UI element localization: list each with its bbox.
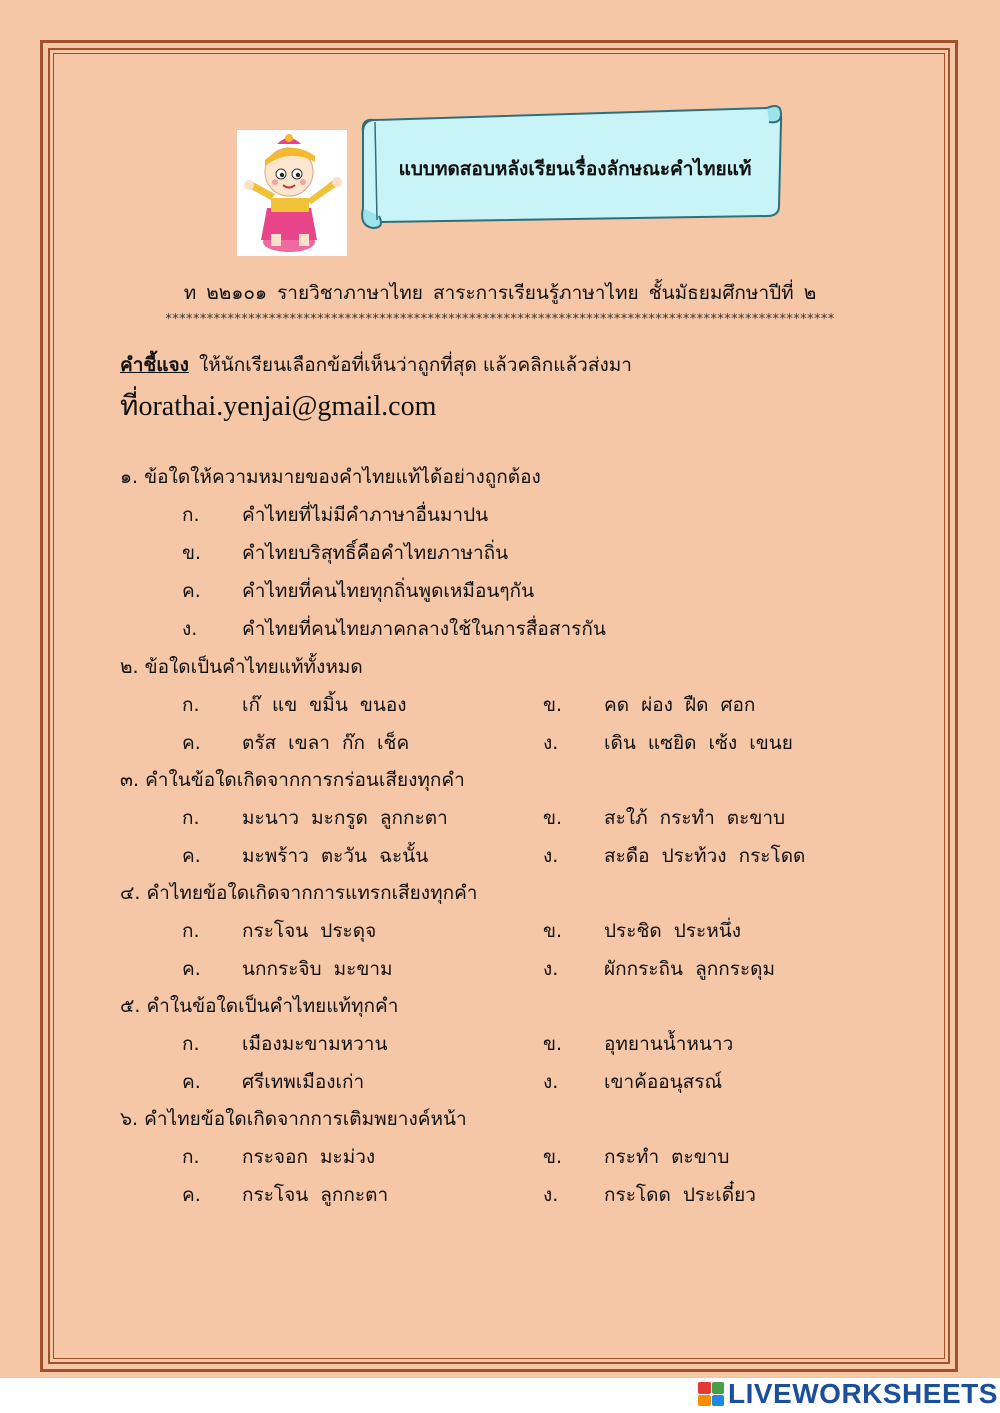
q4-option-a-letter: ก. bbox=[182, 920, 200, 942]
q3-option-b-letter: ข. bbox=[543, 807, 563, 829]
liveworksheets-brand[interactable] bbox=[698, 1378, 998, 1410]
q2-option-c[interactable]: ตรัส เขลา ก๊ก เช็ค bbox=[242, 732, 410, 754]
question-4-text: ๔. คำไทยข้อใดเกิดจากการแทรกเสียงทุกคำ bbox=[120, 882, 478, 904]
q2-option-c-letter: ค. bbox=[182, 732, 201, 754]
divider-stars: ************************************************************************************************* bbox=[165, 312, 835, 327]
q2-option-a-letter: ก. bbox=[182, 694, 200, 716]
q5-option-d-letter: ง. bbox=[543, 1071, 559, 1093]
q6-option-b[interactable]: กระทำ ตะขาบ bbox=[604, 1146, 730, 1168]
brand-name: LIVEWORKSHEETS bbox=[728, 1378, 998, 1409]
q3-option-d[interactable]: สะดือ ประท้วง กระโดด bbox=[604, 845, 806, 867]
q5-option-a[interactable]: เมืองมะขามหวาน bbox=[242, 1033, 388, 1055]
q6-option-c-letter: ค. bbox=[182, 1184, 201, 1206]
q4-option-c[interactable]: นกกระจิบ มะขาม bbox=[242, 958, 393, 980]
worksheet-title: แบบทดสอบหลังเรียนเรื่องลักษณะคำไทยแท้ bbox=[398, 158, 752, 180]
thai-child-mascot-image bbox=[237, 130, 347, 256]
question-1-text: ๑. ข้อใดให้ความหมายของคำไทยแท้ได้อย่างถูกต้อง bbox=[120, 466, 541, 488]
q1-option-b-letter: ข. bbox=[182, 542, 202, 564]
q4-option-b-letter: ข. bbox=[543, 920, 563, 942]
q1-option-b[interactable]: คำไทยบริสุทธิ์คือคำไทยภาษาถิ่น bbox=[242, 542, 509, 564]
q2-option-d[interactable]: เดิน แซยิด เซ้ง เขนย bbox=[604, 732, 793, 754]
q5-option-d[interactable]: เขาค้ออนุสรณ์ bbox=[604, 1071, 723, 1093]
course-info-line: ท ๒๒๑๐๑ รายวิชาภาษาไทย สาระการเรียนรู้ภาษาไทย ชั้นมัธยมศึกษาปีที่ ๒ bbox=[183, 282, 817, 304]
q6-option-c[interactable]: กระโจน ลูกกะตา bbox=[242, 1184, 389, 1206]
q1-option-a[interactable]: คำไทยที่ไม่มีคำภาษาอื่นมาปน bbox=[242, 504, 489, 526]
submit-email: ที่orathai.yenjai@gmail.com bbox=[120, 391, 437, 422]
q5-option-a-letter: ก. bbox=[182, 1033, 200, 1055]
q2-option-d-letter: ง. bbox=[543, 732, 559, 754]
q5-option-c-letter: ค. bbox=[182, 1071, 201, 1093]
q4-option-a[interactable]: กระโจน ประดุจ bbox=[242, 920, 377, 942]
q6-option-a-letter: ก. bbox=[182, 1146, 200, 1168]
q6-option-a[interactable]: กระจอก มะม่วง bbox=[242, 1146, 376, 1168]
q4-option-d[interactable]: ผักกระถิน ลูกกระดุม bbox=[604, 958, 776, 980]
q5-option-c[interactable]: ศรีเทพเมืองเก่า bbox=[242, 1071, 365, 1093]
q1-option-c[interactable]: คำไทยที่คนไทยทุกถิ่นพูดเหมือนๆกัน bbox=[242, 580, 535, 602]
q1-option-c-letter: ค. bbox=[182, 580, 201, 602]
q3-option-c[interactable]: มะพร้าว ตะวัน ฉะนั้น bbox=[242, 845, 429, 867]
instructions-text: ให้นักเรียนเลือกข้อที่เห็นว่าถูกที่สุด แล้วคลิกแล้วส่งมา bbox=[198, 354, 632, 376]
q3-option-a-letter: ก. bbox=[182, 807, 200, 829]
question-5-text: ๕. คำในข้อใดเป็นคำไทยแท้ทุกคำ bbox=[120, 995, 399, 1017]
q1-option-a-letter: ก. bbox=[182, 504, 200, 526]
q4-option-d-letter: ง. bbox=[543, 958, 559, 980]
q4-option-c-letter: ค. bbox=[182, 958, 201, 980]
q6-option-d-letter: ง. bbox=[543, 1184, 559, 1206]
q3-option-b[interactable]: สะใภ้ กระทำ ตะขาบ bbox=[604, 807, 786, 829]
q3-option-a[interactable]: มะนาว มะกรูด ลูกกะตา bbox=[242, 807, 448, 829]
question-2-text: ๒. ข้อใดเป็นคำไทยแท้ทั้งหมด bbox=[120, 656, 363, 678]
instructions bbox=[120, 350, 632, 380]
q5-option-b[interactable]: อุทยานน้ำหนาว bbox=[604, 1033, 734, 1055]
question-3-text: ๓. คำในข้อใดเกิดจากการกร่อนเสียงทุกคำ bbox=[120, 769, 465, 791]
q1-option-d[interactable]: คำไทยที่คนไทยภาคกลางใช้ในการสื่อสารกัน bbox=[242, 618, 606, 640]
q3-option-d-letter: ง. bbox=[543, 845, 559, 867]
q4-option-b[interactable]: ประชิด ประหนึ่ง bbox=[604, 920, 742, 942]
liveworksheets-logo-icon bbox=[698, 1382, 724, 1406]
q2-option-b-letter: ข. bbox=[543, 694, 563, 716]
q3-option-c-letter: ค. bbox=[182, 845, 201, 867]
instructions-label: คำชี้แจง bbox=[120, 354, 189, 376]
q5-option-b-letter: ข. bbox=[543, 1033, 563, 1055]
question-6-text: ๖. คำไทยข้อใดเกิดจากการเติมพยางค์หน้า bbox=[120, 1108, 467, 1130]
q6-option-b-letter: ข. bbox=[543, 1146, 563, 1168]
q2-option-b[interactable]: คด ผ่อง ฝืด ศอก bbox=[604, 694, 756, 716]
q6-option-d[interactable]: กระโดด ประเดี๋ยว bbox=[604, 1184, 756, 1206]
q1-option-d-letter: ง. bbox=[182, 618, 198, 640]
q2-option-a[interactable]: เก๊ แข ขมิ้น ขนอง bbox=[242, 694, 407, 716]
